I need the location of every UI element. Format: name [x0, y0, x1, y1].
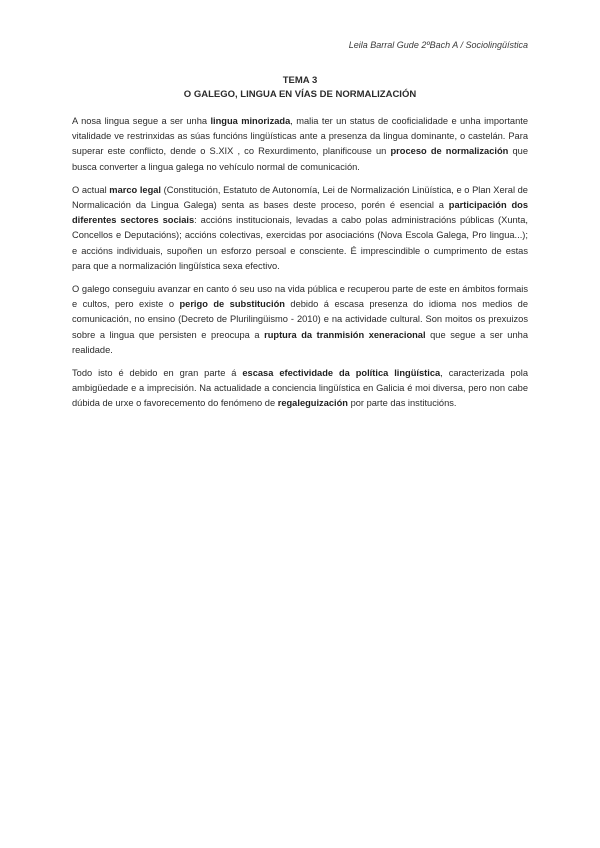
emphasized-term: ruptura da tranmisión xeneracional	[264, 329, 426, 340]
paragraph-text: O actual	[72, 184, 110, 195]
paragraph-text: , caracterizada pola ambigüedade e a imprecisión. Na actualidade a conciencia lingüística en Galicia é moi diversa, pero non cabe dúbida de urxe o favorecemento do fenómeno de	[72, 368, 528, 409]
paragraph-text: A nosa lingua segue a ser unha	[72, 116, 211, 126]
body-paragraph	[72, 366, 528, 412]
paragraph-text: O galego conseguiu avanzar en canto ó seu uso na vida pública e recuperou parte de este en ámbitos formais e cultos, pero existe o	[72, 284, 528, 310]
paragraph-text: , malia ter un status de cooficialidade e unha importante vitalidade ve restrinxidas as súas funcións lingüísticas ante a presenza da lingua dominante, o castelán. Para superar este conflicto, dende o S.XIX , co Rexurdimento, planificouse un	[72, 116, 528, 157]
emphasized-term: escasa efectividade da política lingüística	[242, 368, 441, 379]
emphasized-term: regaleguización	[277, 398, 348, 409]
document-subtitle: O GALEGO, LINGUA EN VÍAS DE NORMALIZACIÓN	[183, 89, 417, 100]
running-header: Leila Barral Gude 2ºBach A / Sociolingüística	[348, 40, 528, 50]
paragraph-text: : accións institucionais, levadas a cabo polas administracións públicas (Xunta, Concellos e Deputacións); accións colectivas, exercidas por asociacións (Nova Escola Galega, Pro lingua...); e accións individuais, supoñen un esforzo persoal e consciente. É imprescindible o cumprimento de estas para que a normalización lingüística sexa efectivo.	[72, 215, 528, 271]
body-paragraph	[72, 114, 528, 175]
document-title: TEMA 3	[282, 75, 318, 86]
emphasized-term: perigo de substitución	[179, 299, 285, 310]
body-paragraph	[72, 282, 528, 358]
paragraph-text: (Constitución, Estatuto de Autonomía, Lei de Normalización Linüística, e o Plan Xeral de Normalicación da Lingua Galega) senta as bases deste proceso, porén é esencial a	[72, 184, 528, 211]
emphasized-term: marco legal	[109, 184, 162, 195]
paragraph-text: que busca converter a lingua galega no vehículo normal de comunicación.	[72, 146, 528, 172]
paragraph-text: debido á escasa presenza do idioma nos medios de comunicación, no ensino (Decreto de Plurilingüismo - 2010) e na actividade cultural. Son moitos os prexuizos sobre a lingua que persisten e preocupa a	[72, 299, 528, 340]
emphasized-term: lingua minorizada	[210, 116, 291, 126]
paragraph-text: que segue a ser unha realidade.	[72, 329, 528, 355]
emphasized-term: proceso de normalización	[390, 146, 509, 157]
paragraph-text: Todo isto é debido en gran parte á	[72, 368, 243, 379]
emphasized-term: participación dos diferentes sectores sociais	[72, 200, 528, 226]
paragraph-text: por parte das institucións.	[347, 398, 457, 409]
body-paragraph	[72, 183, 528, 274]
body-text	[72, 114, 528, 420]
heading-block	[72, 74, 528, 102]
